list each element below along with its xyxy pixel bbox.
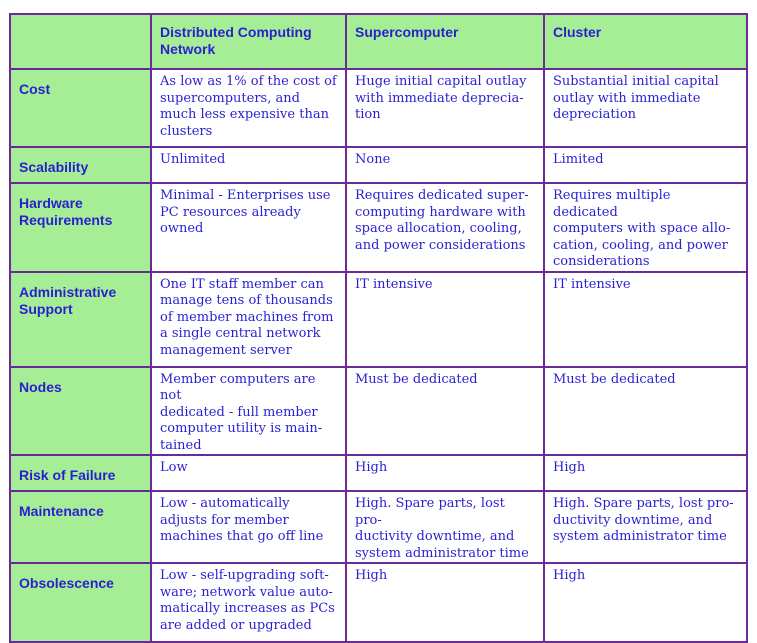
table-row-cost xyxy=(10,69,747,147)
cell-text: Low xyxy=(160,460,188,475)
row-header-text: Administrative Support xyxy=(19,283,117,317)
table-cell xyxy=(544,147,747,183)
cell-text: High. Spare parts, lost pro- ductivity downtime, and system administrator time xyxy=(355,496,529,561)
column-header-text: Distributed Computing Network xyxy=(160,24,312,57)
table-cell xyxy=(151,147,346,183)
row-header-text: Nodes xyxy=(19,378,62,395)
table-row-scalability xyxy=(10,147,747,183)
table-row-administrative xyxy=(10,272,747,367)
table-row-nodes xyxy=(10,367,747,456)
table-cell xyxy=(346,455,544,491)
cell-text: High xyxy=(355,460,388,475)
table-row-risk xyxy=(10,455,747,491)
table-cell xyxy=(544,69,747,147)
cell-text: High xyxy=(553,460,586,475)
column-header-supercomputer xyxy=(346,14,544,69)
cell-text: As low as 1% of the cost of supercomputers, and much less expensive than clusters xyxy=(160,74,337,139)
cell-text: Unlimited xyxy=(160,152,226,167)
table-cell xyxy=(346,272,544,367)
table-cell xyxy=(544,491,747,563)
table-cell xyxy=(544,272,747,367)
table-cell xyxy=(544,563,747,642)
cell-text: Huge initial capital outlay with immediate deprecia- tion xyxy=(355,74,527,122)
column-header-text: Cluster xyxy=(553,24,602,40)
cell-text: Requires dedicated super- computing hardware with space allocation, cooling, and power considerations xyxy=(355,188,529,253)
table-cell xyxy=(346,69,544,147)
row-header-hardware xyxy=(10,183,151,272)
table-cell xyxy=(151,563,346,642)
table-cell xyxy=(346,147,544,183)
corner-cell-text xyxy=(11,15,150,24)
cell-text: None xyxy=(355,152,391,167)
table-cell xyxy=(346,491,544,563)
table-cell xyxy=(151,367,346,456)
table-cell xyxy=(346,183,544,272)
cell-text: IT intensive xyxy=(355,276,433,292)
cell-text: High xyxy=(355,568,388,583)
column-header-distributed xyxy=(151,14,346,69)
table-cell xyxy=(346,367,544,456)
row-header-text: Hardware Requirements xyxy=(19,195,113,228)
row-header-text: Obsolescence xyxy=(19,575,114,591)
row-header-scalability xyxy=(10,147,151,183)
cell-text: Limited xyxy=(553,152,604,167)
row-header-text: Scalability xyxy=(19,159,89,175)
row-header-administrative xyxy=(10,272,151,367)
table-row-maintenance xyxy=(10,491,747,563)
table-cell xyxy=(151,491,346,563)
table-cell xyxy=(544,455,747,491)
cell-text: Low - self-upgrading soft- ware; network value auto- matically increases as PCs are added or upgraded xyxy=(160,568,335,633)
column-header-cluster xyxy=(544,14,747,69)
table-cell xyxy=(151,272,346,367)
cell-text: Member computers are not dedicated - full member computer utility is main- tained xyxy=(160,371,323,453)
cell-text: Low - automatically adjusts for member machines that go off line xyxy=(160,496,324,544)
corner-cell xyxy=(10,14,151,69)
table-cell xyxy=(544,183,747,272)
cell-text: High xyxy=(553,568,586,583)
cell-text: One IT staff member can manage tens of thousands of member machines from a single central network management server xyxy=(160,276,334,358)
cell-text: Must be dedicated xyxy=(553,371,676,387)
table-cell xyxy=(346,563,544,642)
row-header-text: Maintenance xyxy=(19,503,104,519)
row-header-text: Cost xyxy=(19,81,51,97)
table-cell xyxy=(151,69,346,147)
cell-text: Must be dedicated xyxy=(355,371,478,387)
cell-text: Requires multiple dedicated computers with space allo- cation, cooling, and power considerations xyxy=(553,188,731,269)
cell-text: High. Spare parts, lost pro- ductivity downtime, and system administrator time xyxy=(553,496,734,544)
row-header-nodes xyxy=(10,367,151,456)
row-header-cost xyxy=(10,69,151,147)
table-row-obsolescence xyxy=(10,563,747,642)
table-cell xyxy=(151,183,346,272)
row-header-risk xyxy=(10,455,151,491)
comparison-table xyxy=(9,13,748,643)
cell-text: IT intensive xyxy=(553,276,631,292)
table-cell xyxy=(544,367,747,456)
row-header-obsolescence xyxy=(10,563,151,642)
cell-text: Minimal - Enterprises use PC resources already owned xyxy=(160,188,331,236)
row-header-text: Risk of Failure xyxy=(19,467,116,483)
column-header-text: Supercomputer xyxy=(355,24,459,40)
header-row xyxy=(10,14,747,69)
table-row-hardware xyxy=(10,183,747,272)
table-cell xyxy=(151,455,346,491)
row-header-maintenance xyxy=(10,491,151,563)
cell-text: Substantial initial capital outlay with immediate depreciation xyxy=(553,74,719,122)
